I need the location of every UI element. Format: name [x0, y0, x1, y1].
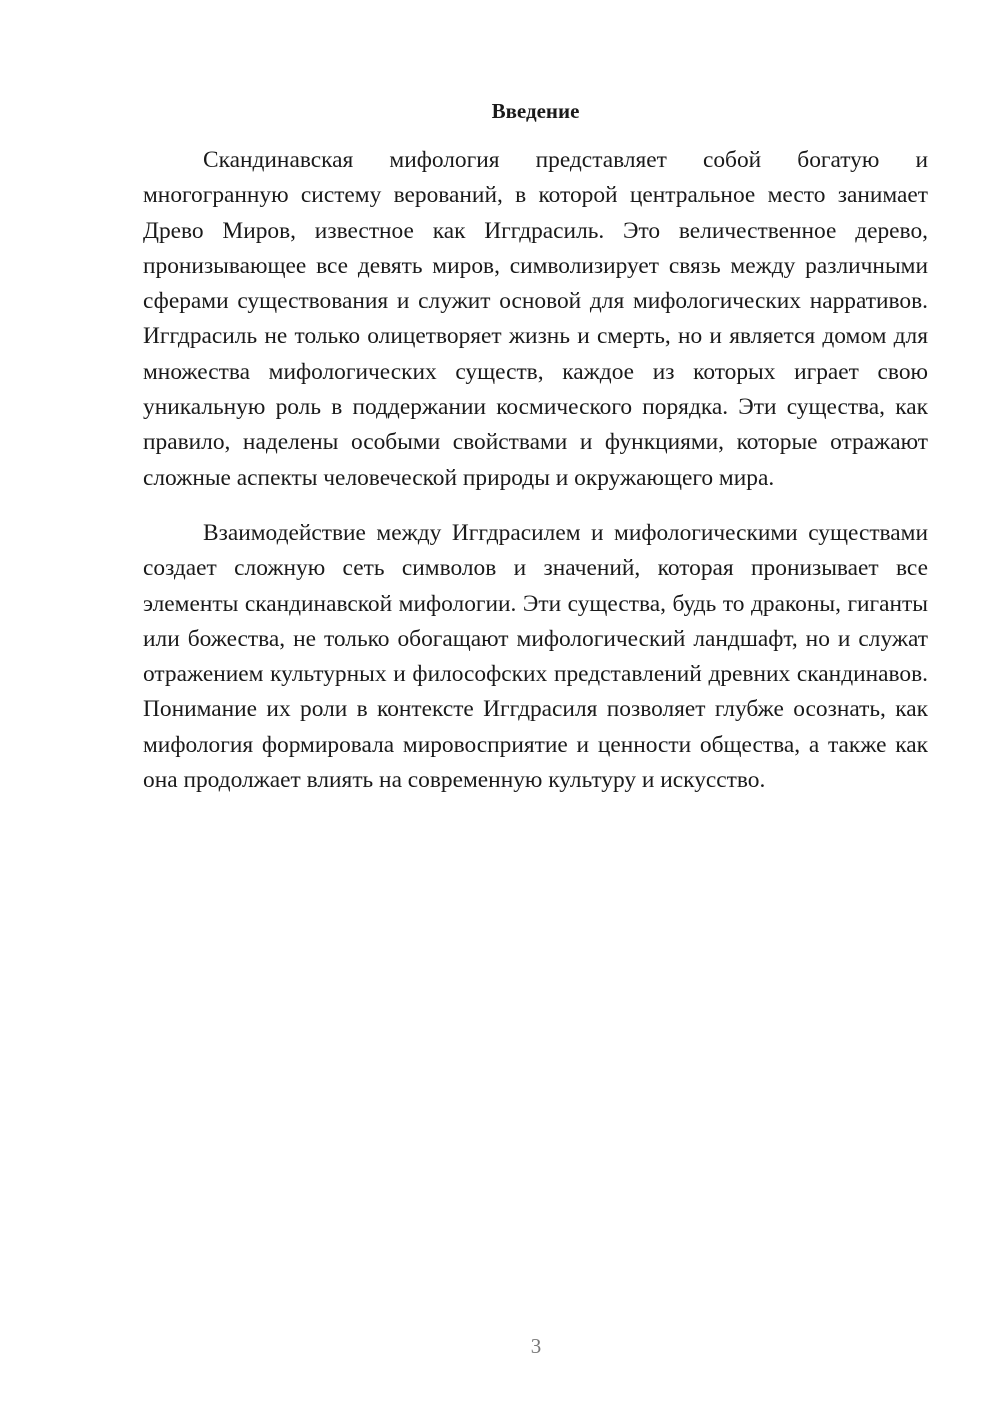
paragraph-2: Взаимодействие между Иггдрасилем и мифологическими существами создает сложную сеть символов и значений, которая пронизывает все элементы скандинавской мифологии. Эти существа, будь то драконы, гиганты или божества, не только обогащают мифологический ландшафт, но и служат отражением культурных и философских представлений древних скандинавов. Понимание их роли в контексте Иггдрасиля позволяет глубже осознать, как мифология формировала мировосприятие и ценности общества, а также как она продолжает влиять на современную культуру и искусство. [143, 519, 928, 794]
page-number: 3 [530, 1334, 542, 1358]
paragraph-1: Скандинавская мифология представляет собой богатую и многогранную систему верований, в которой центральное место занимает Древо Миров, известное как Иггдрасиль. Это величественное дерево, пронизывающее все девять миров, символизирует связь между различными сферами существования и служит основой для мифологических нарративов. Иггдрасиль не только олицетворяет жизнь и смерть, но и является домом для множества мифологических существ, каждое из которых играет свою уникальную роль в поддержании космического порядка. Эти существа, как правило, наделены особыми свойствами и функциями, которые отражают сложные аспекты человеческой природы и окружающего мира. [143, 147, 928, 491]
section-heading: Введение [491, 99, 580, 123]
body-text [143, 143, 928, 798]
